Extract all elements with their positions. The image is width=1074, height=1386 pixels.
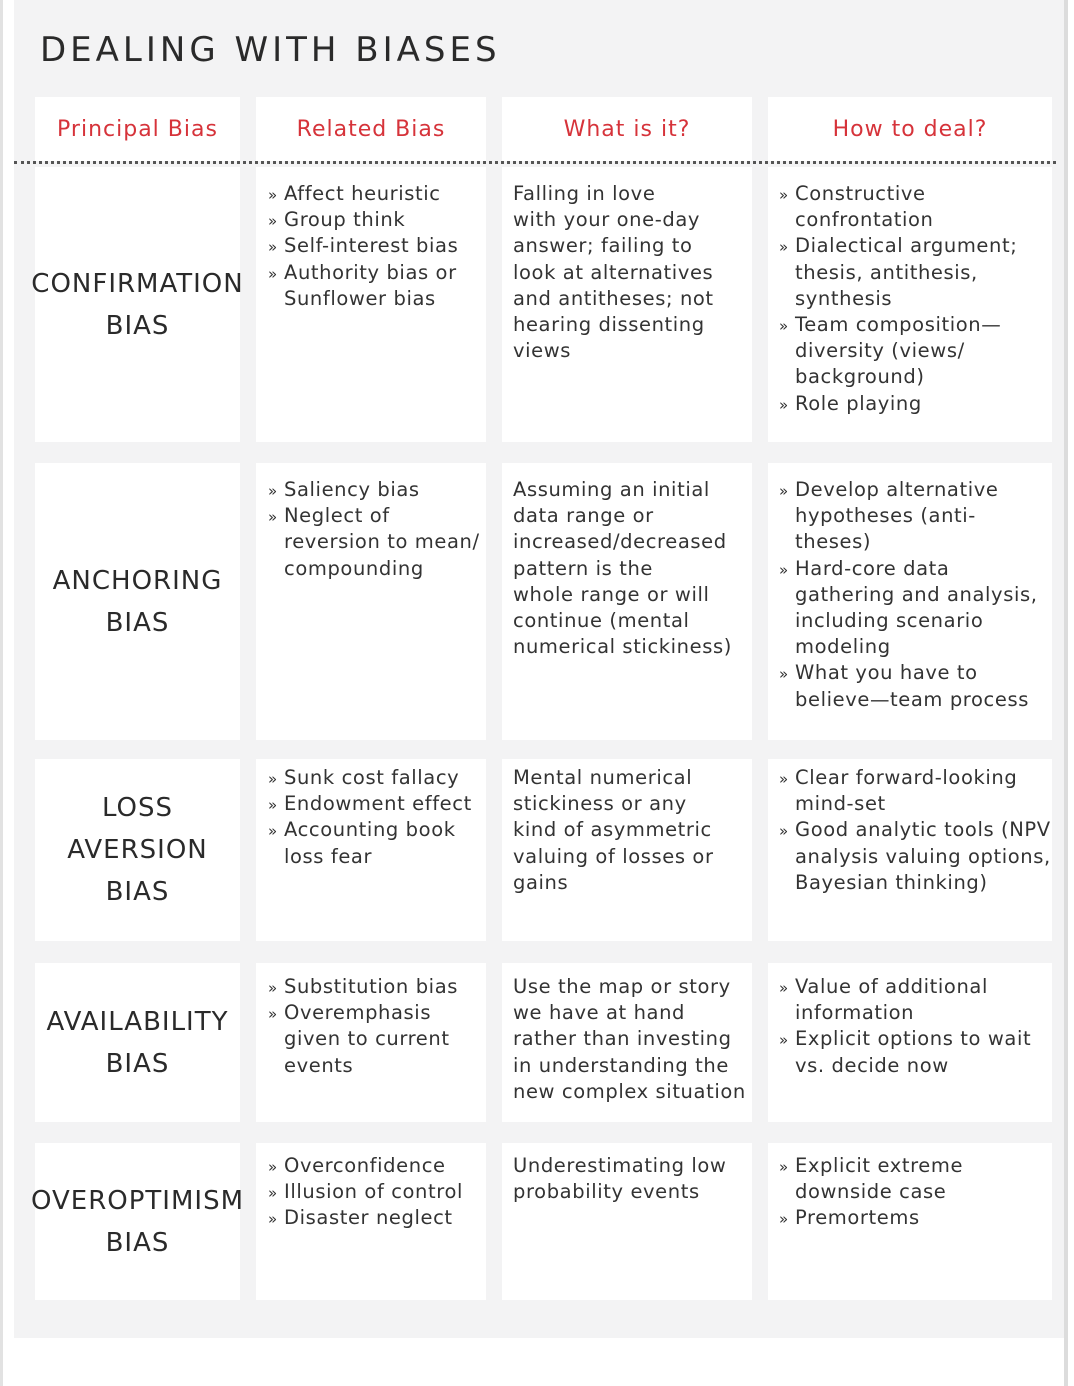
list-item: » Hard-core data gathering and analysis, including scenario modeling xyxy=(779,556,1052,661)
description-text: Assuming an initial data range or increased/decreased pattern is the whole range or will continue (mental numerical stickiness) xyxy=(513,478,732,659)
list-item: » Affect heuristic xyxy=(268,181,486,207)
related-bias-list xyxy=(268,974,486,1079)
related-bias-availability xyxy=(256,963,486,1122)
list-item: » Constructive confrontation xyxy=(779,181,1052,233)
how-to-deal-anchoring xyxy=(768,463,1052,740)
principal-bias-label: CONFIRMATION BIAS xyxy=(31,268,244,341)
list-item: » Substitution bias xyxy=(268,974,486,1000)
header-what-is-it: What is it? xyxy=(502,97,752,161)
remedy-list xyxy=(779,477,1052,713)
header-related-bias: Related Bias xyxy=(256,97,486,161)
related-bias-anchoring xyxy=(256,463,486,740)
principal-bias-overoptimism xyxy=(30,1143,245,1300)
list-item: » Value of additional information xyxy=(779,974,1052,1026)
remedy-list xyxy=(779,974,1052,1079)
list-item: » What you have to believe—team process xyxy=(779,660,1052,712)
remedy-list xyxy=(779,1153,1052,1232)
description-text: Use the map or story we have at hand rather than investing in understanding the new complex situation xyxy=(513,975,746,1103)
what-is-it-anchoring xyxy=(502,463,752,740)
list-item: » Disaster neglect xyxy=(268,1205,486,1231)
related-bias-confirmation xyxy=(256,167,486,442)
related-bias-list xyxy=(268,765,486,870)
list-item: » Develop alternative hypotheses (anti-theses) xyxy=(779,477,1052,556)
related-bias-loss-aversion xyxy=(256,759,486,941)
list-item: » Neglect of reversion to mean/ compounding xyxy=(268,503,486,582)
page-edge-left xyxy=(0,0,3,1386)
list-item: » Explicit extreme downside case xyxy=(779,1153,1052,1205)
principal-bias-label: ANCHORING BIAS xyxy=(52,565,223,638)
list-item: » Group think xyxy=(268,207,486,233)
principal-bias-label: LOSS AVERSION BIAS xyxy=(67,793,208,907)
list-item: » Authority bias or Sunflower bias xyxy=(268,260,486,312)
page-title: DEALING WITH BIASES xyxy=(40,30,501,70)
list-item: » Sunk cost fallacy xyxy=(268,765,486,791)
what-is-it-overoptimism xyxy=(502,1143,752,1300)
related-bias-list xyxy=(268,181,486,312)
list-item: » Explicit options to wait vs. decide now xyxy=(779,1026,1052,1078)
description-text: Underestimating low probability events xyxy=(513,1154,727,1204)
remedy-list xyxy=(779,181,1052,417)
list-item: » Dialectical argument; thesis, antithesis, synthesis xyxy=(779,233,1052,312)
description-text: Falling in love with your one-day answer; failing to look at alternatives and antitheses; not hearing dissenting views xyxy=(513,182,714,363)
related-bias-list xyxy=(268,1153,486,1232)
what-is-it-loss-aversion xyxy=(502,759,752,941)
principal-bias-label: OVEROPTIMISM BIAS xyxy=(30,1185,245,1258)
list-item: » Self-interest bias xyxy=(268,233,486,259)
how-to-deal-availability xyxy=(768,963,1052,1122)
list-item: » Saliency bias xyxy=(268,477,486,503)
list-item: » Role playing xyxy=(779,391,1052,417)
list-item: » Clear forward-looking mind-set xyxy=(779,765,1052,817)
what-is-it-confirmation xyxy=(502,167,752,442)
how-to-deal-overoptimism xyxy=(768,1143,1052,1300)
header-divider xyxy=(14,161,1056,164)
list-item: » Team composition—diversity (views/ background) xyxy=(779,312,1052,391)
what-is-it-availability xyxy=(502,963,752,1122)
principal-bias-anchoring xyxy=(35,463,240,740)
list-item: » Premortems xyxy=(779,1205,1052,1231)
page-edge-right xyxy=(1064,0,1068,1386)
header-how-to-deal: How to deal? xyxy=(768,97,1052,161)
related-bias-list xyxy=(268,477,486,582)
remedy-list xyxy=(779,765,1052,896)
how-to-deal-loss-aversion xyxy=(768,759,1052,941)
list-item: » Illusion of control xyxy=(268,1179,486,1205)
related-bias-overoptimism xyxy=(256,1143,486,1300)
principal-bias-confirmation xyxy=(31,167,244,442)
principal-bias-label: AVAILABILITY BIAS xyxy=(46,1006,229,1079)
list-item: » Accounting book loss fear xyxy=(268,817,486,869)
principal-bias-loss-aversion xyxy=(35,759,240,941)
principal-bias-availability xyxy=(35,963,240,1122)
description-text: Mental numerical stickiness or any kind of asymmetric valuing of losses or gains xyxy=(513,766,714,894)
list-item: » Overconfidence xyxy=(268,1153,486,1179)
list-item: » Good analytic tools (NPV analysis valuing options, Bayesian thinking) xyxy=(779,817,1052,896)
header-principal-bias: Principal Bias xyxy=(35,97,240,161)
how-to-deal-confirmation xyxy=(768,167,1052,442)
list-item: » Overemphasis given to current events xyxy=(268,1000,486,1079)
list-item: » Endowment effect xyxy=(268,791,486,817)
